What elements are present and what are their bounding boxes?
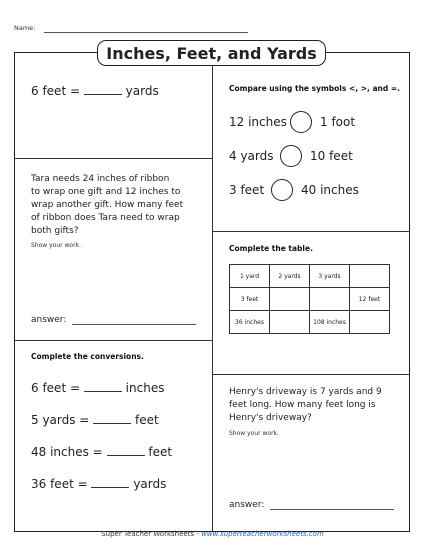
footer-link[interactable]: www.superteacherworksheets.com xyxy=(201,530,324,538)
table-row xyxy=(230,265,390,288)
name-label: Name: xyxy=(14,24,36,32)
conversion-right: feet xyxy=(135,413,159,427)
q1-left-text: 6 feet = xyxy=(31,84,81,98)
ribbon-show-work: Show your work. xyxy=(31,242,81,249)
conversion-item-1 xyxy=(31,381,164,395)
ribbon-line-1: Tara needs 24 inches of ribbon xyxy=(31,174,170,184)
conversion-right: yards xyxy=(133,477,167,491)
right-divider-1 xyxy=(212,231,410,232)
table-cell: 12 feet xyxy=(350,288,390,311)
conversion-item-4 xyxy=(31,477,166,491)
table-cell: 3 feet xyxy=(230,288,270,311)
table-cell-blank[interactable] xyxy=(310,288,350,311)
ribbon-problem xyxy=(31,173,183,238)
compare-left-2: 4 yards xyxy=(229,149,274,163)
q1-problem xyxy=(31,84,159,98)
table-cell-blank[interactable] xyxy=(350,265,390,288)
compare-right-1: 1 foot xyxy=(320,115,356,129)
compare-circle-3[interactable] xyxy=(271,179,293,201)
table-cell-blank[interactable] xyxy=(350,311,390,334)
q1-answer-blank[interactable] xyxy=(84,93,122,95)
table-cell-blank[interactable] xyxy=(270,311,310,334)
ribbon-line-2: to wrap one gift and 12 inches to xyxy=(31,187,181,197)
table-cell: 2 yards xyxy=(270,265,310,288)
conversion-left: 5 yards = xyxy=(31,413,90,427)
ribbon-line-5: both gifts? xyxy=(31,226,79,236)
table-cell: 108 inches xyxy=(310,311,350,334)
q1-right-text: yards xyxy=(125,84,159,98)
driveway-answer-line[interactable] xyxy=(270,509,394,510)
footer xyxy=(0,530,425,538)
table-instruction: Complete the table. xyxy=(229,244,313,253)
table-cell: 1 yard xyxy=(230,265,270,288)
footer-separator: - xyxy=(194,530,202,538)
driveway-answer-label: answer: xyxy=(229,500,265,510)
conversion-answer-blank[interactable] xyxy=(91,486,129,488)
ribbon-line-4: of ribbon does Tara need to wrap xyxy=(31,213,180,223)
driveway-line-1: Henry's driveway is 7 yards and 9 xyxy=(229,387,382,397)
table-cell: 3 yards xyxy=(310,265,350,288)
conversion-table xyxy=(229,264,390,334)
footer-brand: Super Teacher Worksheets xyxy=(101,530,195,538)
compare-instruction: Compare using the symbols <, >, and =. xyxy=(229,84,400,93)
conversion-answer-blank[interactable] xyxy=(107,454,145,456)
compare-right-2: 10 feet xyxy=(310,149,353,163)
ribbon-line-3: wrap another gift. How many feet xyxy=(31,200,184,210)
conversion-answer-blank[interactable] xyxy=(84,390,122,392)
compare-left-3: 3 feet xyxy=(229,183,265,197)
driveway-show-work: Show your work. xyxy=(229,430,279,437)
conversion-right: inches xyxy=(125,381,165,395)
conversions-instruction: Complete the conversions. xyxy=(31,352,144,361)
left-divider-2 xyxy=(14,340,213,341)
compare-circle-1[interactable] xyxy=(290,111,312,133)
conversion-left: 6 feet = xyxy=(31,381,81,395)
ribbon-answer-line[interactable] xyxy=(72,324,196,325)
driveway-line-3: Henry's driveway? xyxy=(229,413,312,423)
table-row xyxy=(230,288,390,311)
driveway-line-2: feet long. How many feet long is xyxy=(229,400,376,410)
left-divider-1 xyxy=(14,158,213,159)
conversion-answer-blank[interactable] xyxy=(93,422,131,424)
right-divider-2 xyxy=(212,374,410,375)
compare-circle-2[interactable] xyxy=(280,145,302,167)
ribbon-answer-label: answer: xyxy=(31,315,67,325)
name-field[interactable] xyxy=(44,32,248,33)
conversion-left: 48 inches = xyxy=(31,445,103,459)
table-cell: 36 inches xyxy=(230,311,270,334)
table-row xyxy=(230,311,390,334)
conversion-right: feet xyxy=(148,445,173,459)
driveway-problem xyxy=(229,386,382,425)
conversion-item-2 xyxy=(31,413,159,427)
conversion-item-3 xyxy=(31,445,172,459)
conversion-left: 36 feet = xyxy=(31,477,88,491)
page-title: Inches, Feet, and Yards xyxy=(97,40,326,66)
table-cell-blank[interactable] xyxy=(270,288,310,311)
compare-left-1: 12 inches xyxy=(229,115,287,129)
compare-right-3: 40 inches xyxy=(301,183,359,197)
column-divider xyxy=(212,66,213,531)
